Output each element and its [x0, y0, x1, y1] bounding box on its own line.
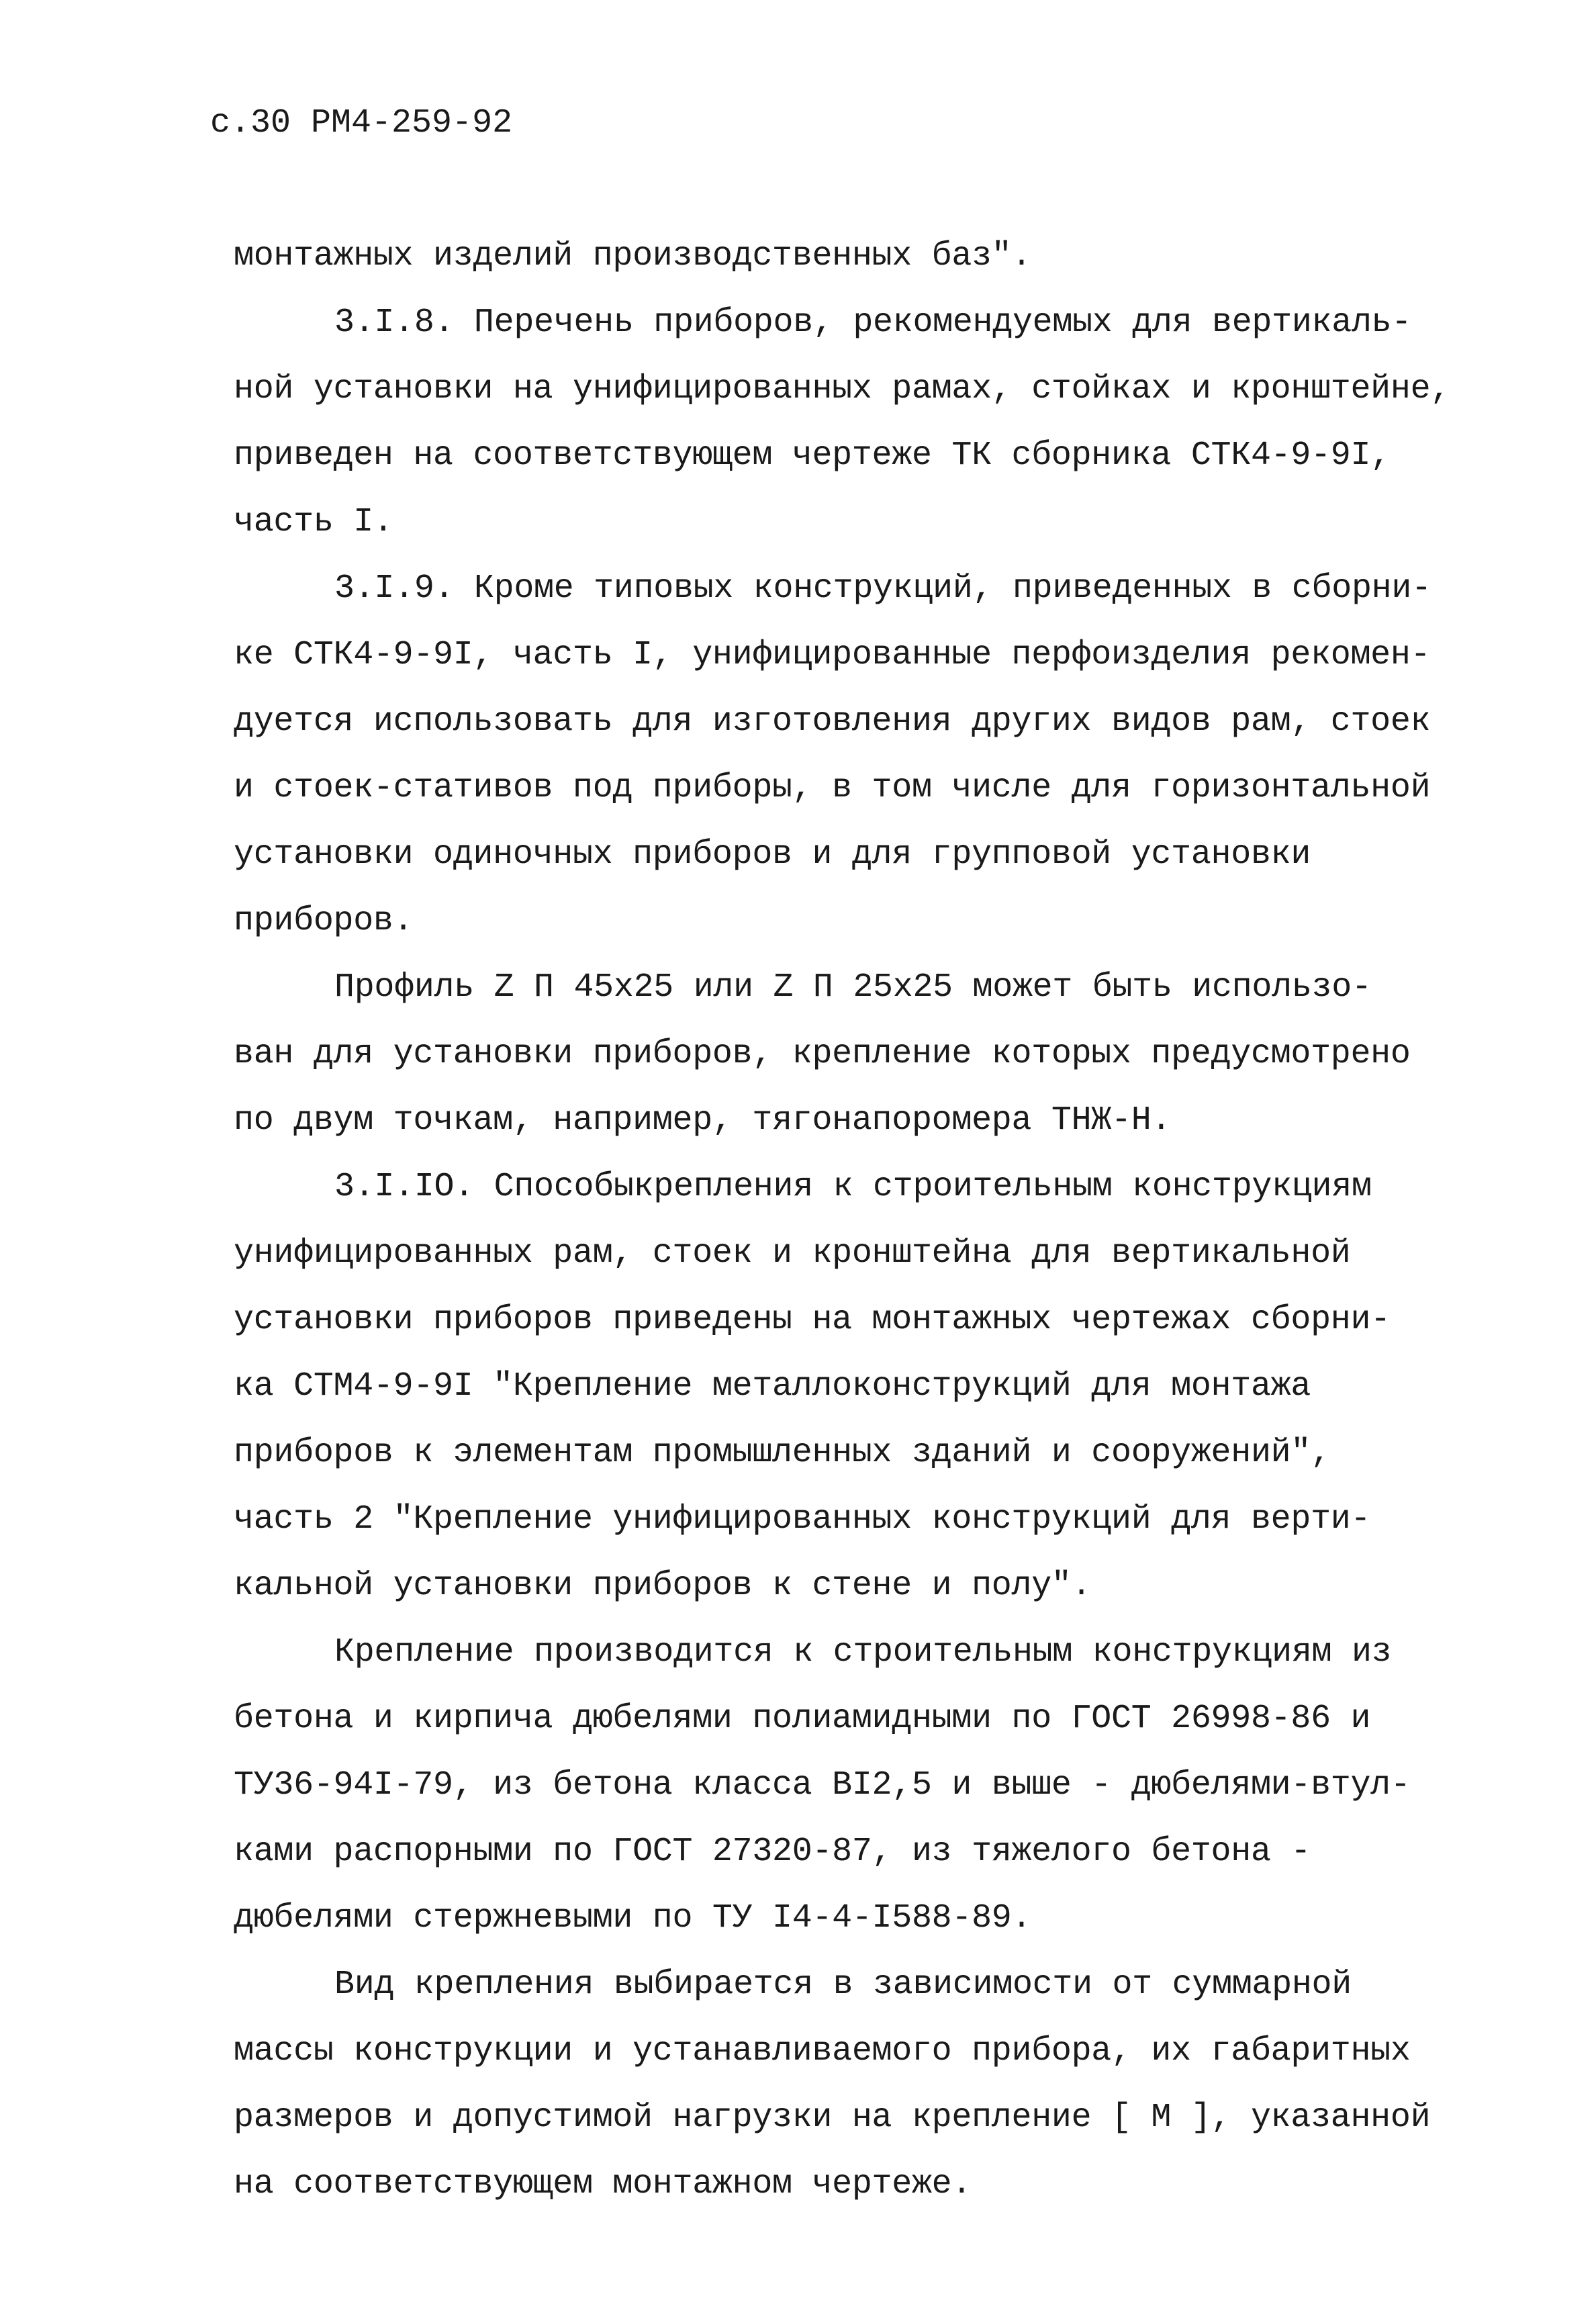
text-line: ТУ36-94I-79, из бетона класса BI2,5 и выше - дюбелями-втул- [234, 1766, 1411, 1804]
text-line: дюбелями стержневыми по ТУ I4-4-I588-89. [234, 1899, 1032, 1937]
text-line: приборов к элементам промышленных зданий и сооружений", [234, 1434, 1331, 1472]
paragraph-mounting-start: Крепление производится к строительным конструкциям из [334, 1633, 1392, 1671]
text-line: ной установки на унифицированных рамах, стойках и кронштейне, [234, 370, 1450, 408]
text-line: ван для установки приборов, крепление которых предусмотрено [234, 1035, 1411, 1073]
text-line: размеров и допустимой нагрузки на крепление [ М ], указанной [234, 2099, 1431, 2137]
paragraph-3-1-8-start: 3.I.8. Перечень приборов, рекомендуемых для вертикаль- [334, 304, 1412, 342]
text-line: унифицированных рам, стоек и кронштейна для вертикальной [234, 1234, 1351, 1273]
text-line: ке СТК4-9-9I, часть I, унифицированные перфоизделия рекомен- [234, 636, 1431, 674]
text-line: приборов. [234, 902, 414, 940]
text-line: часть I. [234, 503, 393, 541]
document-body [234, 223, 1550, 2217]
page-header: с.30 РМ4-259-92 [210, 104, 513, 142]
text-line: дуется использовать для изготовления других видов рам, стоек [234, 702, 1431, 741]
text-line: бетона и кирпича дюбелями полиамидными по ГОСТ 26998-86 и [234, 1700, 1371, 1738]
paragraph-profile-start: Профиль Z П 45х25 или Z П 25х25 может быть использо- [334, 968, 1372, 1007]
text-line: на соответствующем монтажном чертеже. [234, 2165, 972, 2203]
text-line: по двум точкам, например, тягонапоромера ТНЖ-Н. [234, 1101, 1172, 1140]
text-line: ка СТМ4-9-9I "Крепление металлоконструкций для монтажа [234, 1367, 1311, 1406]
text-line: массы конструкции и устанавливаемого прибора, их габаритных [234, 2032, 1411, 2070]
text-line: ками распорными по ГОСТ 27320-87, из тяжелого бетона - [234, 1833, 1311, 1871]
paragraph-3-1-10-start: 3.I.IO. Способыкрепления к строительным конструкциям [334, 1168, 1372, 1206]
text-line: установки одиночных приборов и для групповой установки [234, 835, 1311, 874]
text-line: установки приборов приведены на монтажных чертежах сборни- [234, 1301, 1391, 1339]
text-line: монтажных изделий производственных баз". [234, 237, 1032, 275]
paragraph-fastening-type-start: Вид крепления выбирается в зависимости от суммарной [334, 1966, 1352, 2004]
paragraph-3-1-9-start: 3.I.9. Кроме типовых конструкций, приведенных в сборни- [334, 569, 1431, 608]
text-line: приведен на соответствующем чертеже ТК сборника СТК4-9-9I, [234, 436, 1391, 475]
text-line: часть 2 "Крепление унифицированных конструкций для верти- [234, 1500, 1371, 1538]
text-line: кальной установки приборов к стене и полу". [234, 1567, 1092, 1605]
text-line: и стоек-стативов под приборы, в том числе для горизонтальной [234, 769, 1431, 807]
